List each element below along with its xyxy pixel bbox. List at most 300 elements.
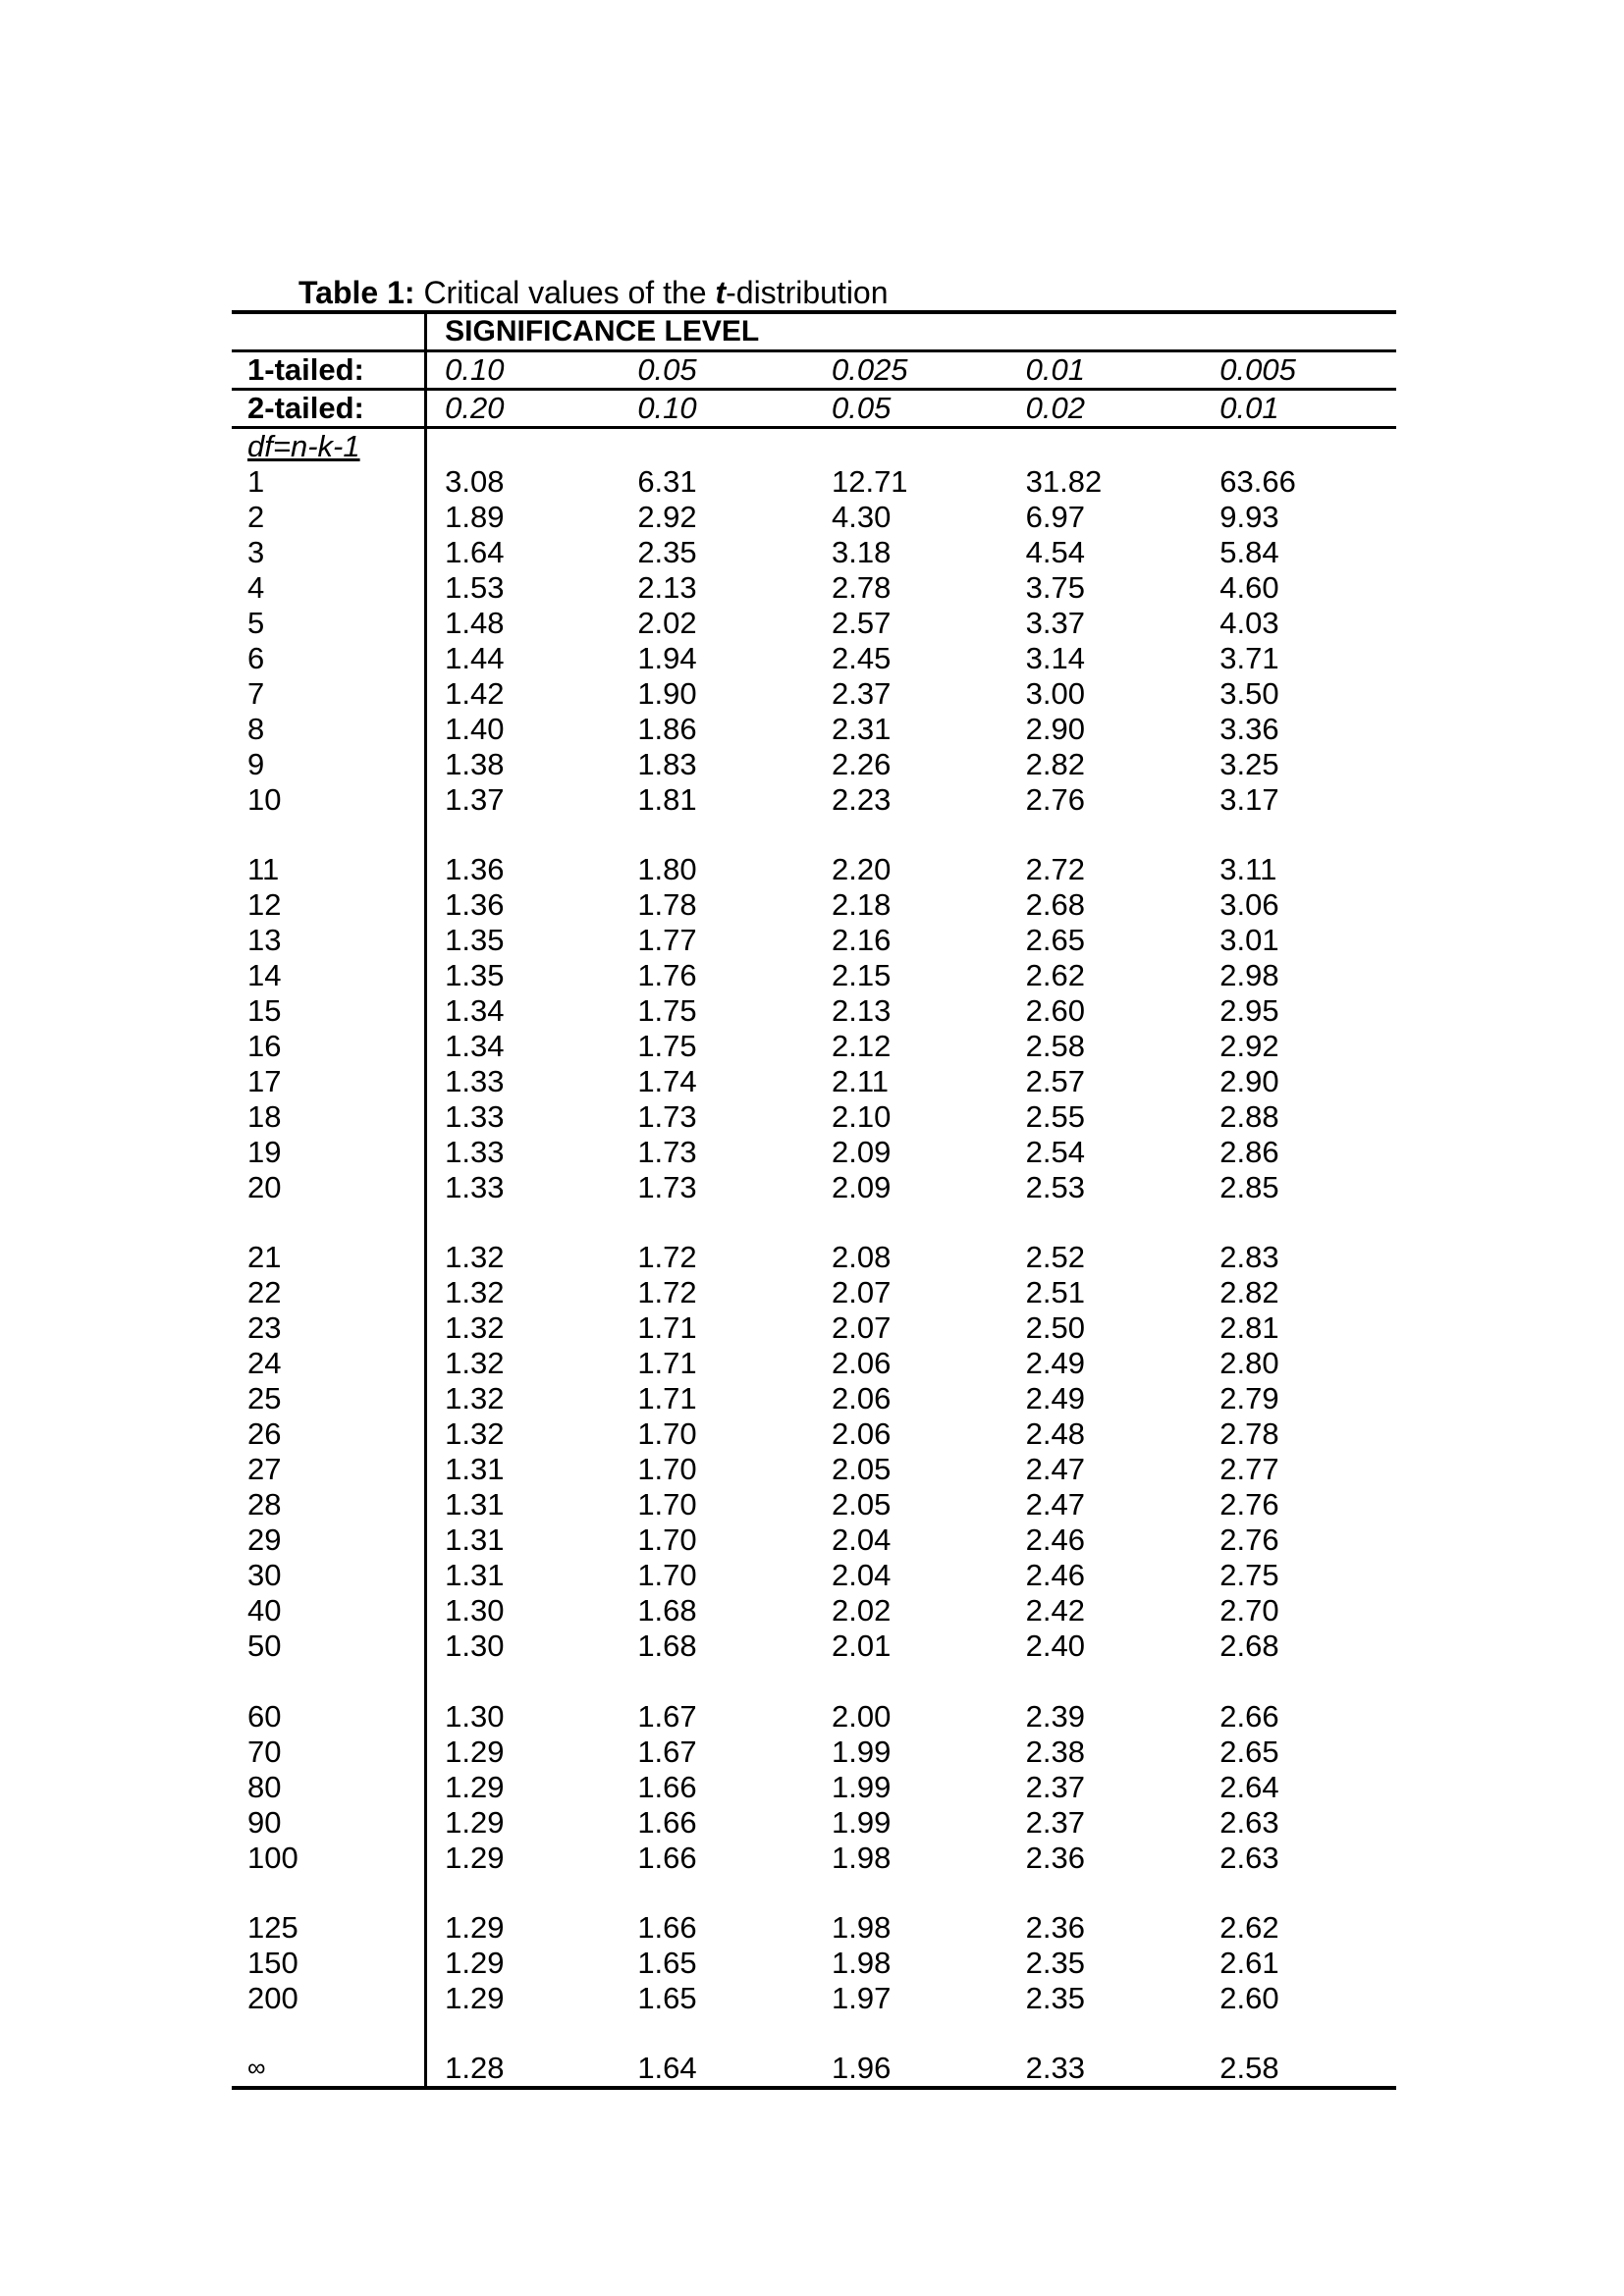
critical-value-cell: 1.98 — [831, 1945, 892, 1980]
critical-value-cell: 1.32 — [426, 1346, 621, 1381]
df-cell: 13 — [247, 923, 282, 958]
critical-value-cell: 3.75 — [1025, 570, 1085, 605]
critical-value-cell: 2.80 — [1219, 1346, 1279, 1381]
critical-value-cell: 12.71 — [831, 464, 908, 499]
critical-value-cell: 2.37 — [1025, 1804, 1085, 1840]
critical-value-cell: 2.06 — [831, 1381, 892, 1416]
critical-value-cell: 1.34 — [426, 993, 621, 1029]
critical-value-cell: 2.05 — [831, 1487, 892, 1522]
table-row — [232, 887, 1396, 923]
one-tailed-value: 0.10 — [426, 351, 621, 390]
one-tailed-value: 0.005 — [1202, 351, 1396, 390]
spacer-cell — [814, 818, 1008, 852]
table-row — [232, 1593, 1396, 1629]
spacer-cell — [426, 2016, 621, 2051]
caption-suffix: -distribution — [726, 275, 889, 310]
critical-value-cell: 1.67 — [637, 1734, 697, 1769]
df-cell: 80 — [247, 1769, 282, 1804]
spacer-cell — [426, 1876, 621, 1910]
table-row — [232, 1135, 1396, 1170]
table-row — [232, 1841, 1396, 1876]
critical-value-cell: 2.01 — [831, 1629, 892, 1664]
critical-value-cell: 1.68 — [637, 1593, 697, 1629]
critical-value-cell: 1.31 — [426, 1452, 621, 1487]
one-tailed-label: 1-tailed: — [232, 351, 426, 390]
critical-value-cell: 3.25 — [1219, 747, 1279, 781]
spacer-cell — [814, 2016, 1008, 2051]
critical-value-cell: 1.53 — [426, 570, 621, 606]
critical-value-cell: 2.20 — [831, 852, 892, 887]
critical-value-cell: 1.66 — [637, 1840, 697, 1875]
critical-value-cell: 1.94 — [637, 641, 697, 675]
critical-value-cell: 2.04 — [831, 1522, 892, 1558]
caption-prefix: Table 1: — [298, 275, 415, 310]
t-distribution-table — [232, 310, 1396, 2090]
df-cell: 2 — [247, 500, 265, 534]
table-row — [232, 1805, 1396, 1841]
critical-value-cell: 2.62 — [1219, 1909, 1279, 1945]
critical-value-cell: 2.50 — [1025, 1310, 1085, 1346]
critical-value-cell: 2.04 — [831, 1558, 892, 1593]
table-row — [232, 1064, 1396, 1099]
critical-value-cell: 1.33 — [426, 1135, 621, 1170]
critical-value-cell: 2.63 — [1219, 1840, 1279, 1875]
critical-value-cell: 2.78 — [1219, 1416, 1279, 1452]
critical-value-cell: 2.33 — [1008, 2051, 1203, 2088]
spacer-cell — [1008, 1664, 1203, 1698]
critical-value-cell: 3.50 — [1219, 676, 1279, 711]
critical-value-cell: 1.33 — [426, 1064, 621, 1099]
critical-value-cell: 2.35 — [1025, 1945, 1085, 1980]
df-cell: 25 — [247, 1381, 282, 1416]
df-cell: 50 — [247, 1629, 282, 1664]
table-row — [232, 1770, 1396, 1805]
critical-value-cell: 1.70 — [637, 1558, 697, 1593]
critical-value-cell: 2.58 — [1202, 2051, 1396, 2088]
critical-value-cell: 1.72 — [637, 1275, 697, 1310]
critical-value-cell: 1.29 — [426, 1910, 621, 1946]
table-row — [232, 1735, 1396, 1770]
critical-value-cell: 1.38 — [426, 747, 621, 782]
df-cell: 5 — [247, 606, 265, 640]
critical-value-cell: 2.05 — [831, 1452, 892, 1487]
critical-value-cell: 1.99 — [831, 1769, 892, 1804]
critical-value-cell: 1.31 — [426, 1558, 621, 1593]
header-blank-cell — [232, 312, 426, 351]
df-cell: 29 — [247, 1522, 282, 1558]
table-row — [232, 500, 1396, 535]
critical-value-cell: 1.77 — [637, 923, 697, 958]
critical-value-cell: 4.60 — [1219, 570, 1279, 605]
critical-value-cell: 2.42 — [1025, 1593, 1085, 1629]
critical-value-cell: 1.32 — [426, 1310, 621, 1346]
critical-value-cell: 2.55 — [1025, 1099, 1085, 1135]
spacer-row — [232, 1876, 1396, 1910]
critical-value-cell: 5.84 — [1219, 535, 1279, 569]
critical-value-cell: 3.37 — [1025, 606, 1085, 640]
table-row — [232, 1452, 1396, 1487]
spacer-cell — [814, 1876, 1008, 1910]
df-cell: 26 — [247, 1416, 282, 1452]
critical-value-cell: 3.36 — [1219, 712, 1279, 746]
df-header-row — [232, 428, 1396, 465]
critical-value-cell: 2.47 — [1025, 1487, 1085, 1522]
critical-value-cell: 1.30 — [426, 1699, 621, 1735]
two-tailed-value: 0.10 — [620, 390, 814, 428]
df-cell: 1 — [247, 464, 265, 499]
critical-value-cell: 2.81 — [1219, 1310, 1279, 1346]
spacer-cell — [426, 818, 621, 852]
critical-value-cell: 1.65 — [637, 1945, 697, 1980]
spacer-cell — [814, 1205, 1008, 1240]
one-tailed-value: 0.05 — [620, 351, 814, 390]
critical-value-cell: 1.74 — [637, 1064, 697, 1099]
critical-value-cell: 2.36 — [1025, 1840, 1085, 1875]
critical-value-cell: 1.30 — [426, 1593, 621, 1629]
critical-value-cell: 1.90 — [637, 676, 697, 711]
table-row — [232, 1522, 1396, 1558]
table-row — [232, 570, 1396, 606]
critical-value-cell: 2.40 — [1025, 1629, 1085, 1664]
df-cell: 15 — [247, 993, 282, 1029]
critical-value-cell: 2.08 — [831, 1240, 892, 1275]
critical-value-cell: 2.13 — [831, 993, 892, 1029]
critical-value-cell: 2.75 — [1219, 1558, 1279, 1593]
significance-header-row — [232, 312, 1396, 351]
table-row — [232, 1558, 1396, 1593]
df-cell: 17 — [247, 1064, 282, 1099]
critical-value-cell: 2.07 — [831, 1275, 892, 1310]
df-cell: 6 — [247, 641, 265, 675]
critical-value-cell: 1.35 — [426, 923, 621, 958]
df-cell: 60 — [247, 1698, 282, 1734]
spacer-cell — [426, 1664, 621, 1698]
critical-value-cell: 1.36 — [426, 852, 621, 887]
critical-value-cell: 2.31 — [831, 712, 892, 746]
spacer-cell — [1202, 818, 1396, 852]
critical-value-cell: 2.37 — [831, 676, 892, 711]
critical-value-cell: 1.31 — [426, 1487, 621, 1522]
critical-value-cell: 2.82 — [1025, 747, 1085, 781]
critical-value-cell: 2.86 — [1219, 1135, 1279, 1170]
critical-value-cell: 2.70 — [1219, 1593, 1279, 1629]
critical-value-cell: 3.17 — [1219, 782, 1279, 817]
critical-value-cell: 1.33 — [426, 1170, 621, 1205]
df-cell: 100 — [247, 1840, 298, 1875]
critical-value-cell: 2.35 — [1025, 1980, 1085, 2015]
spacer-cell — [1202, 2016, 1396, 2051]
critical-value-cell: 31.82 — [1025, 464, 1103, 499]
critical-value-cell: 2.15 — [831, 958, 892, 993]
table-row — [232, 641, 1396, 676]
critical-value-cell: 2.76 — [1219, 1522, 1279, 1558]
table-row — [232, 1910, 1396, 1946]
critical-value-cell: 2.23 — [831, 782, 892, 817]
critical-value-cell: 1.48 — [426, 606, 621, 641]
critical-value-cell: 1.78 — [637, 887, 697, 923]
critical-value-cell: 2.83 — [1219, 1240, 1279, 1275]
table-row — [232, 464, 1396, 500]
table-row — [232, 1099, 1396, 1135]
critical-value-cell: 2.65 — [1025, 923, 1085, 958]
spacer-cell — [620, 1664, 814, 1698]
critical-value-cell: 1.42 — [426, 676, 621, 712]
critical-value-cell: 1.28 — [426, 2051, 621, 2088]
critical-value-cell: 2.00 — [831, 1698, 892, 1734]
critical-value-cell: 1.99 — [831, 1734, 892, 1769]
df-cell: 22 — [247, 1275, 282, 1310]
critical-value-cell: 1.70 — [637, 1487, 697, 1522]
critical-value-cell: 2.90 — [1025, 712, 1085, 746]
table-row — [232, 852, 1396, 887]
critical-value-cell: 3.00 — [1025, 676, 1085, 711]
critical-value-cell: 2.49 — [1025, 1381, 1085, 1416]
one-tailed-row — [232, 351, 1396, 390]
spacer-cell — [232, 1876, 426, 1910]
critical-value-cell: 1.35 — [426, 958, 621, 993]
df-cell: 23 — [247, 1310, 282, 1346]
table-row — [232, 958, 1396, 993]
spacer-cell — [814, 1664, 1008, 1698]
critical-value-cell: 2.66 — [1219, 1698, 1279, 1734]
critical-value-cell: 1.31 — [426, 1522, 621, 1558]
critical-value-cell: 2.36 — [1025, 1909, 1085, 1945]
critical-value-cell: 2.07 — [831, 1310, 892, 1346]
table-row — [232, 1275, 1396, 1310]
spacer-cell — [620, 1876, 814, 1910]
critical-value-cell: 1.33 — [426, 1099, 621, 1135]
significance-level-label: SIGNIFICANCE LEVEL — [426, 312, 1396, 351]
spacer-cell — [620, 818, 814, 852]
df-cell: 28 — [247, 1487, 282, 1522]
critical-value-cell: 2.13 — [637, 570, 697, 605]
one-tailed-value: 0.025 — [814, 351, 1008, 390]
critical-value-cell: 3.14 — [1025, 641, 1085, 675]
df-header-blank — [426, 428, 621, 465]
critical-value-cell: 2.76 — [1025, 782, 1085, 817]
critical-value-cell: 2.46 — [1025, 1558, 1085, 1593]
spacer-cell — [232, 818, 426, 852]
critical-value-cell: 1.71 — [637, 1310, 697, 1346]
df-cell: 30 — [247, 1558, 282, 1593]
critical-value-cell: 1.71 — [637, 1346, 697, 1381]
df-cell: 16 — [247, 1029, 282, 1064]
critical-value-cell: 1.64 — [620, 2051, 814, 2088]
df-cell: 70 — [247, 1734, 282, 1769]
critical-value-cell: 2.12 — [831, 1029, 892, 1064]
table-row — [232, 1946, 1396, 1981]
two-tailed-value: 0.20 — [426, 390, 621, 428]
critical-value-cell: 1.98 — [831, 1840, 892, 1875]
critical-value-cell: 2.95 — [1219, 993, 1279, 1029]
critical-value-cell: 2.62 — [1025, 958, 1085, 993]
critical-value-cell: 2.46 — [1025, 1522, 1085, 1558]
df-cell: 40 — [247, 1593, 282, 1629]
critical-value-cell: 2.65 — [1219, 1734, 1279, 1769]
critical-value-cell: 2.90 — [1219, 1064, 1279, 1099]
df-cell: 20 — [247, 1170, 282, 1205]
table-row — [232, 535, 1396, 570]
table-row — [232, 1240, 1396, 1275]
critical-value-cell: 3.18 — [831, 535, 892, 569]
two-tailed-value: 0.02 — [1008, 390, 1203, 428]
critical-value-cell: 1.86 — [637, 712, 697, 746]
table-row — [232, 1170, 1396, 1205]
critical-value-cell: 1.65 — [637, 1980, 697, 2015]
critical-value-cell: 2.45 — [831, 641, 892, 675]
critical-value-cell: 1.99 — [831, 1804, 892, 1840]
critical-value-cell: 2.02 — [831, 1593, 892, 1629]
critical-value-cell: 1.73 — [637, 1099, 697, 1135]
critical-value-cell: 2.88 — [1219, 1099, 1279, 1135]
df-cell: 11 — [247, 852, 280, 887]
critical-value-cell: 1.73 — [637, 1170, 697, 1205]
critical-value-cell: 3.08 — [426, 464, 621, 500]
critical-value-cell: 1.89 — [426, 500, 621, 535]
critical-value-cell: 2.18 — [831, 887, 892, 923]
one-tailed-value: 0.01 — [1008, 351, 1203, 390]
critical-value-cell: 1.80 — [637, 852, 697, 887]
critical-value-cell: 1.37 — [426, 782, 621, 818]
critical-value-cell: 1.29 — [426, 1770, 621, 1805]
critical-value-cell: 2.68 — [1025, 887, 1085, 923]
spacer-cell — [232, 1205, 426, 1240]
critical-value-cell: 2.48 — [1025, 1416, 1085, 1452]
spacer-cell — [1202, 1664, 1396, 1698]
critical-value-cell: 2.10 — [831, 1099, 892, 1135]
spacer-cell — [1202, 1205, 1396, 1240]
spacer-cell — [1202, 1876, 1396, 1910]
table-row — [232, 747, 1396, 782]
df-cell: 21 — [247, 1240, 282, 1275]
critical-value-cell: 1.68 — [637, 1629, 697, 1664]
critical-value-cell: 1.29 — [426, 1841, 621, 1876]
table-row — [232, 1310, 1396, 1346]
critical-value-cell: 1.76 — [637, 958, 697, 993]
critical-value-cell: 63.66 — [1219, 464, 1296, 499]
critical-value-cell: 2.98 — [1219, 958, 1279, 993]
critical-value-cell: 2.54 — [1025, 1135, 1085, 1170]
critical-value-cell: 1.66 — [637, 1769, 697, 1804]
critical-value-cell: 2.52 — [1025, 1240, 1085, 1275]
critical-value-cell: 2.64 — [1219, 1769, 1279, 1804]
critical-value-cell: 2.47 — [1025, 1452, 1085, 1487]
df-cell: 14 — [247, 958, 282, 993]
spacer-row — [232, 1205, 1396, 1240]
critical-value-cell: 1.66 — [637, 1909, 697, 1945]
table-row — [232, 712, 1396, 747]
critical-value-cell: 1.29 — [426, 1805, 621, 1841]
spacer-row — [232, 818, 1396, 852]
critical-value-cell: 2.68 — [1219, 1629, 1279, 1664]
df-cell: 200 — [247, 1980, 298, 2015]
critical-value-cell: 2.06 — [831, 1346, 892, 1381]
table-row — [232, 993, 1396, 1029]
critical-value-cell: 2.39 — [1025, 1698, 1085, 1734]
critical-value-cell: 3.06 — [1219, 887, 1279, 923]
critical-value-cell: 1.29 — [426, 1946, 621, 1981]
critical-value-cell: 2.26 — [831, 747, 892, 781]
df-cell: 12 — [247, 887, 282, 923]
df-cell: 7 — [247, 676, 265, 711]
critical-value-cell: 4.30 — [831, 500, 892, 534]
critical-value-cell: 6.31 — [637, 464, 697, 499]
critical-value-cell: 9.93 — [1219, 500, 1279, 534]
table-row — [232, 1487, 1396, 1522]
critical-value-cell: 2.57 — [831, 606, 892, 640]
critical-value-cell: 1.98 — [831, 1909, 892, 1945]
df-cell: 90 — [247, 1804, 282, 1840]
table-row — [232, 1699, 1396, 1735]
critical-value-cell: 2.16 — [831, 923, 892, 958]
critical-value-cell: 2.61 — [1219, 1945, 1279, 1980]
critical-value-cell: 1.32 — [426, 1240, 621, 1275]
df-cell: ∞ — [232, 2051, 426, 2088]
critical-value-cell: 1.67 — [637, 1698, 697, 1734]
table-row — [232, 1381, 1396, 1416]
critical-value-cell: 1.32 — [426, 1416, 621, 1452]
critical-value-cell: 2.92 — [637, 500, 697, 534]
critical-value-cell: 2.92 — [1219, 1029, 1279, 1064]
critical-value-cell: 1.32 — [426, 1381, 621, 1416]
critical-value-cell: 1.71 — [637, 1381, 697, 1416]
table-row — [232, 1029, 1396, 1064]
critical-value-cell: 1.44 — [426, 641, 621, 676]
critical-value-cell: 2.60 — [1219, 1980, 1279, 2015]
critical-value-cell: 1.75 — [637, 1029, 697, 1064]
critical-value-cell: 2.53 — [1025, 1170, 1085, 1205]
spacer-cell — [620, 2016, 814, 2051]
spacer-cell — [232, 2016, 426, 2051]
spacer-row — [232, 1664, 1396, 1698]
critical-value-cell: 2.02 — [637, 606, 697, 640]
critical-value-cell: 2.82 — [1219, 1275, 1279, 1310]
critical-value-cell: 6.97 — [1025, 500, 1085, 534]
critical-value-cell: 1.36 — [426, 887, 621, 923]
critical-value-cell: 2.06 — [831, 1416, 892, 1452]
caption-t: t — [715, 275, 727, 310]
critical-value-cell: 2.35 — [637, 535, 697, 569]
critical-value-cell: 1.70 — [637, 1452, 697, 1487]
two-tailed-row — [232, 390, 1396, 428]
table-row — [232, 676, 1396, 712]
critical-value-cell: 2.76 — [1219, 1487, 1279, 1522]
spacer-cell — [1008, 1205, 1203, 1240]
spacer-cell — [1008, 1876, 1203, 1910]
table-row — [232, 782, 1396, 818]
df-cell: 4 — [247, 570, 265, 605]
spacer-cell — [620, 1205, 814, 1240]
table-row — [232, 1629, 1396, 1664]
critical-value-cell: 2.79 — [1219, 1381, 1279, 1416]
critical-value-cell: 3.01 — [1219, 923, 1279, 958]
critical-value-cell: 2.37 — [1025, 1769, 1085, 1804]
critical-value-cell: 2.09 — [831, 1135, 892, 1170]
critical-value-cell: 1.70 — [637, 1522, 697, 1558]
table-row — [232, 606, 1396, 641]
two-tailed-label: 2-tailed: — [232, 390, 426, 428]
two-tailed-value: 0.01 — [1202, 390, 1396, 428]
critical-value-cell: 1.72 — [637, 1240, 697, 1275]
critical-value-cell: 1.97 — [831, 1980, 892, 2015]
table-row — [232, 923, 1396, 958]
critical-value-cell: 1.29 — [426, 1981, 621, 2016]
critical-value-cell: 1.40 — [426, 712, 621, 747]
spacer-cell — [232, 1664, 426, 1698]
df-cell: 24 — [247, 1346, 282, 1381]
df-cell: 8 — [247, 712, 265, 746]
table-body — [232, 312, 1396, 2088]
